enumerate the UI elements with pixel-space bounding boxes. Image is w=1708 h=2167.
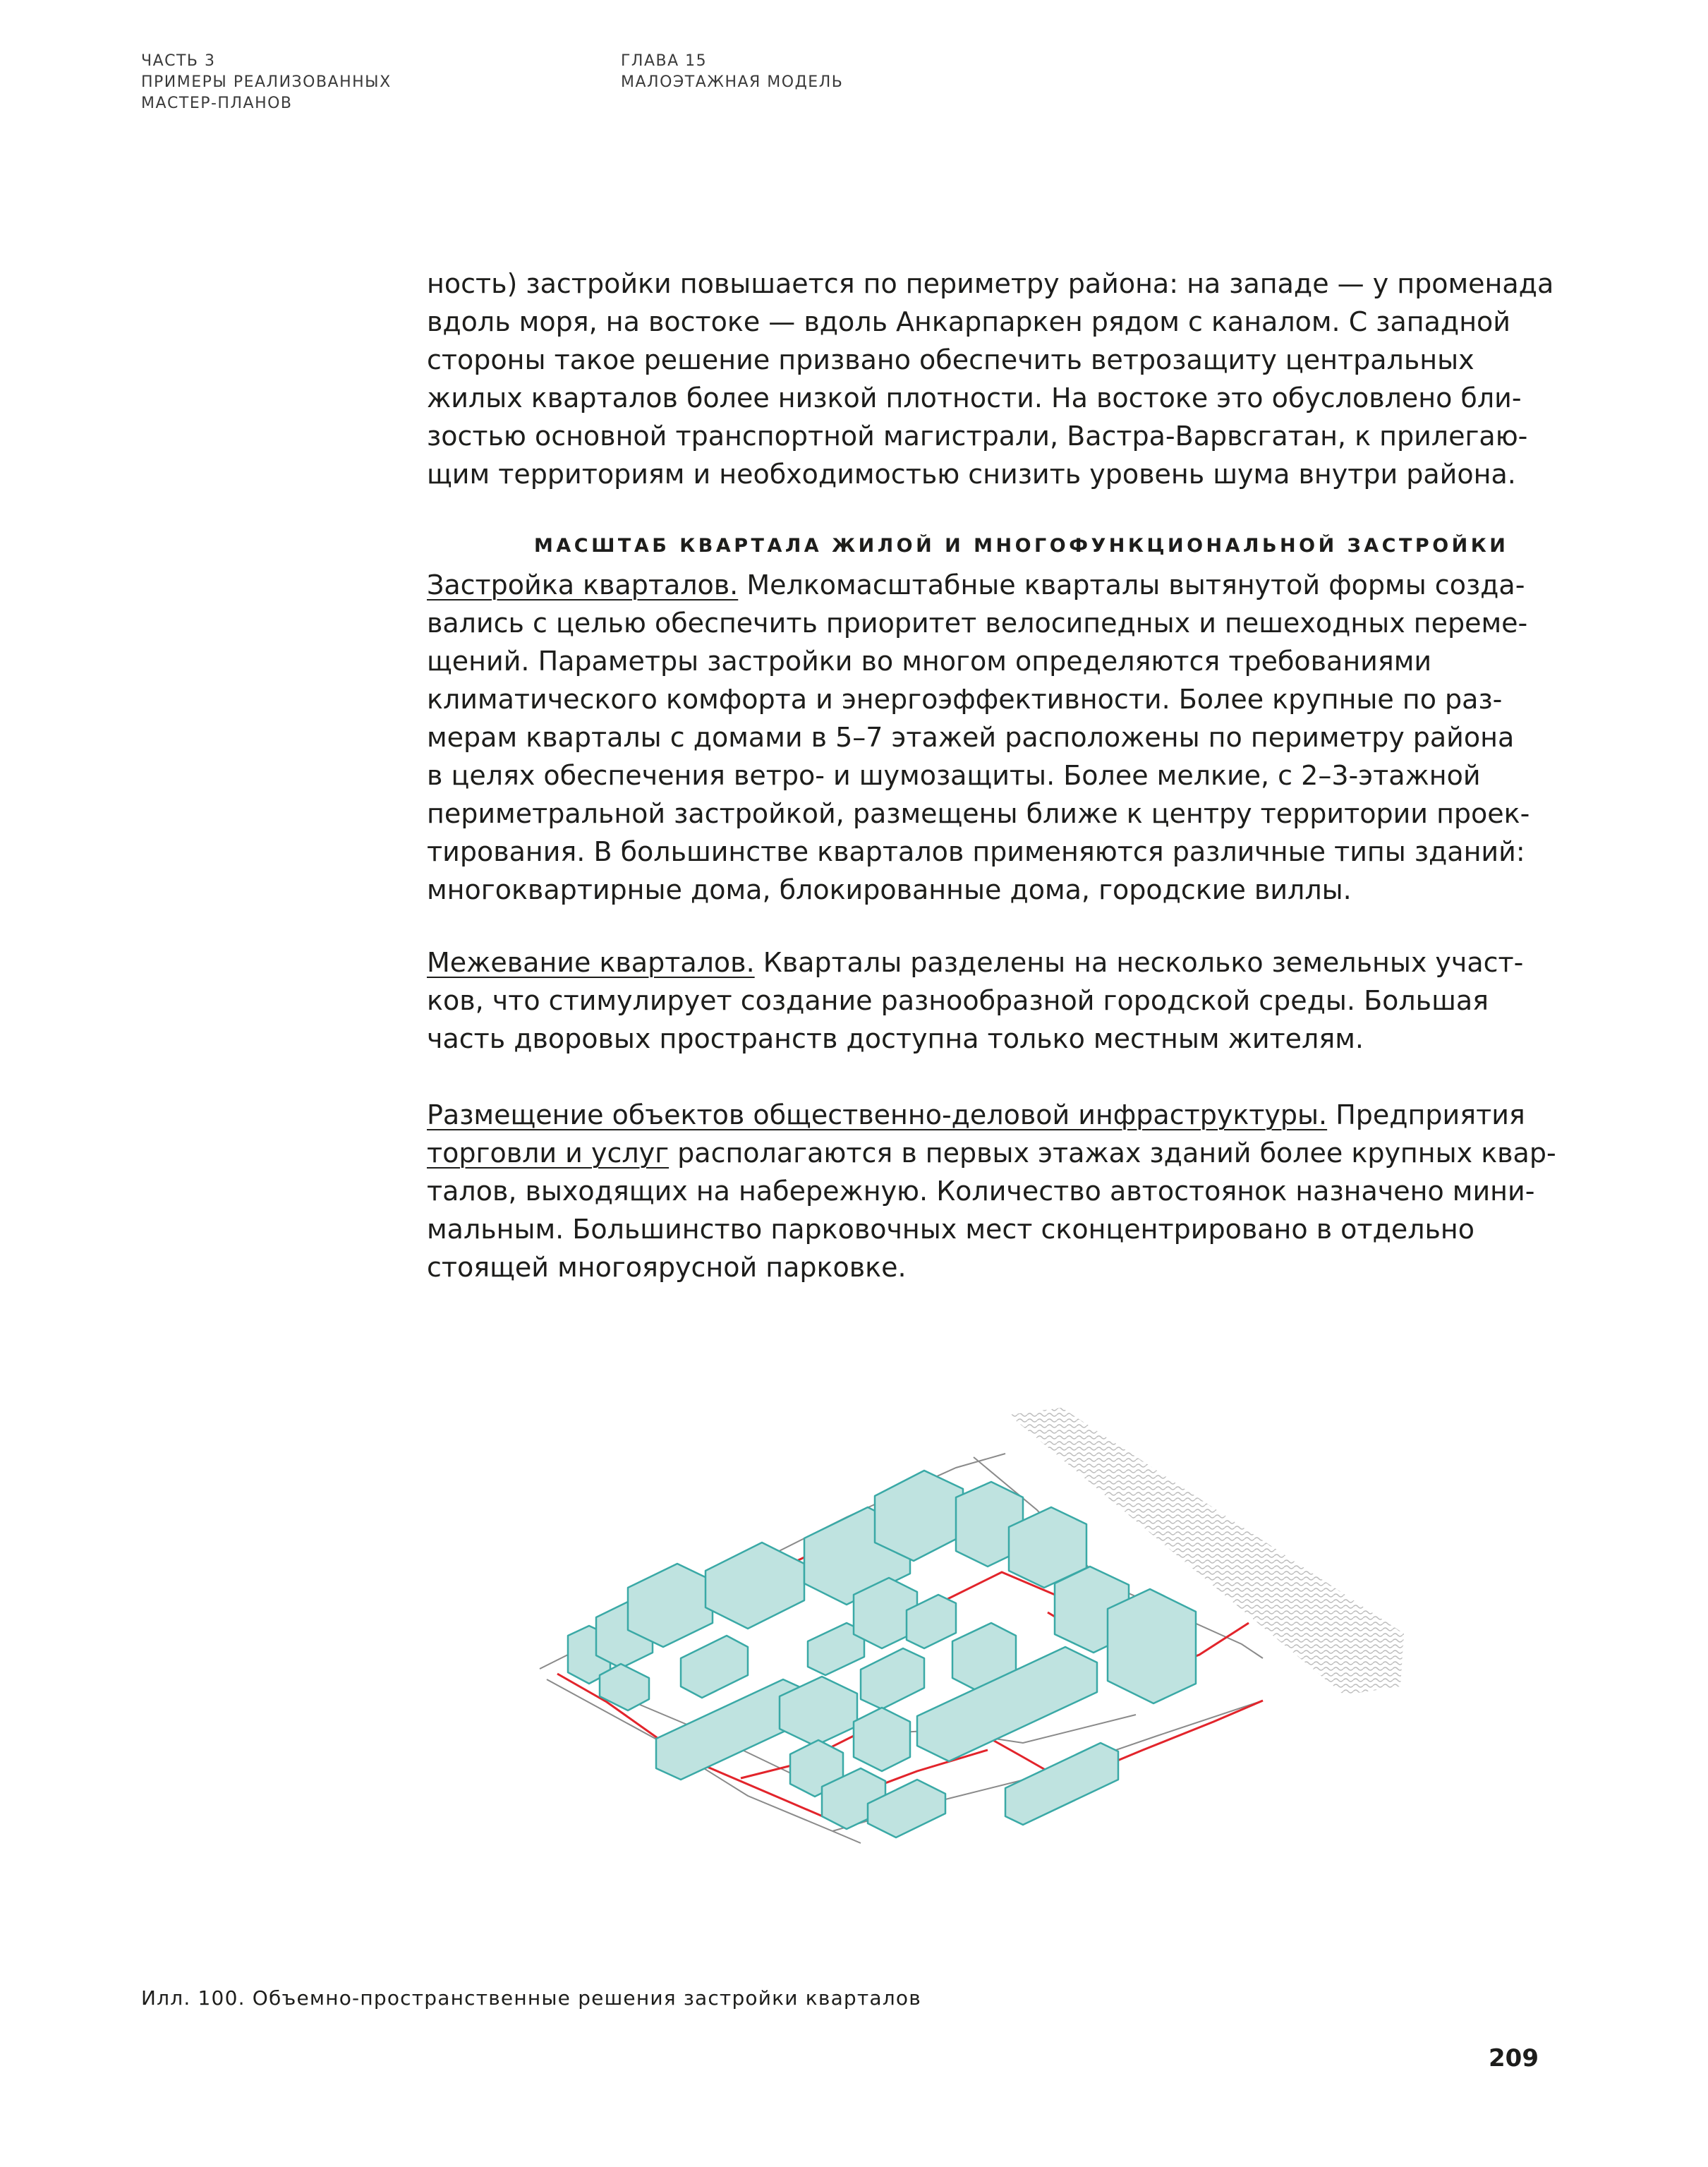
paragraph-block-division xyxy=(427,943,1542,1058)
text-line: периметральной застройкой, размещены ближе к центру территории проек- xyxy=(427,798,1530,829)
text-line: жилых кварталов более низкой плотности. На востоке это обусловлено бли- xyxy=(427,382,1522,414)
text-line: тирования. В большинстве кварталов применяются различные типы зданий: xyxy=(427,836,1525,867)
text-run: Мелкомасштабные кварталы вытянутой формы созда- xyxy=(738,569,1525,600)
text-line: стоящей многоярусной парковке. xyxy=(427,1252,907,1283)
text-line: многоквартирные дома, блокированные дома, городские виллы. xyxy=(427,874,1352,905)
running-head-chapter xyxy=(621,51,843,93)
text-line: климатического комфорта и энергоэффективности. Более крупные по раз- xyxy=(427,684,1503,715)
running-head-chapter-line: МАЛОЭТАЖНАЯ МОДЕЛЬ xyxy=(621,73,844,91)
text-run: Кварталы разделены на несколько земельных участ- xyxy=(754,947,1524,978)
text-line: зостью основной транспортной магистрали, Вастра-Варвсгатан, к прилегаю- xyxy=(427,421,1528,452)
section-heading: МАСШТАБ КВАРТАЛА ЖИЛОЙ И МНОГОФУНКЦИОНАЛЬНОЙ ЗАСТРОЙКИ xyxy=(534,535,1509,557)
text-line: талов, выходящих на набережную. Количество автостоянок назначено мини- xyxy=(427,1176,1535,1207)
text-line xyxy=(427,566,1542,604)
text-line xyxy=(427,1096,1542,1134)
text-line: в целях обеспечения ветро- и шумозащиты. Более мелкие, с 2–3-этажной xyxy=(427,760,1481,791)
intro-paragraph xyxy=(427,265,1554,493)
running-head-part-line: ПРИМЕРЫ РЕАЛИЗОВАННЫХ xyxy=(141,73,392,91)
text-line xyxy=(427,943,1542,982)
text-line xyxy=(427,1134,1556,1172)
buildings xyxy=(568,1471,1196,1837)
paragraph-block-development xyxy=(427,566,1542,909)
text-line: часть дворовых пространств доступна только местным жителям. xyxy=(427,1023,1364,1054)
running-head-part-line: ЧАСТЬ 3 xyxy=(141,52,216,70)
text-run: Предприятия xyxy=(1327,1099,1525,1130)
term-underlined: Размещение объектов общественно-деловой инфраструктуры. xyxy=(427,1099,1328,1130)
figure-caption: Илл. 100. Объемно-пространственные решения застройки кварталов xyxy=(141,1986,921,2010)
term-underlined: торговли и услуг xyxy=(427,1137,670,1169)
text-line: ков, что стимулирует создание разнообразной городской среды. Большая xyxy=(427,985,1489,1016)
running-head-part-line: МАСТЕР-ПЛАНОВ xyxy=(141,95,293,112)
axonometric-district-diagram xyxy=(519,1401,1429,1866)
running-head-part xyxy=(141,51,392,114)
paragraph-block-infrastructure xyxy=(427,1096,1556,1286)
text-line: щим территориям и необходимостью снизить уровень шума внутри района. xyxy=(427,459,1516,490)
running-head-chapter-line: ГЛАВА 15 xyxy=(621,52,708,70)
text-line: стороны такое решение призвано обеспечить ветрозащиту центральных xyxy=(427,344,1474,375)
text-line: ность) застройки повышается по периметру района: на западе — у променада xyxy=(427,268,1554,299)
text-line: вались с целью обеспечить приоритет велосипедных и пешеходных переме- xyxy=(427,608,1528,639)
text-line: мальным. Большинство парковочных мест сконцентрировано в отдельно xyxy=(427,1214,1474,1245)
text-line: щений. Параметры застройки во многом определяются требованиями xyxy=(427,646,1432,677)
term-underlined: Застройка кварталов. xyxy=(427,569,739,600)
text-run: располагаются в первых этажах зданий более крупных квар- xyxy=(669,1137,1556,1169)
text-line: мерам кварталы с домами в 5–7 этажей расположены по периметру района xyxy=(427,722,1515,753)
page-number: 209 xyxy=(1489,2044,1539,2072)
term-underlined: Межевание кварталов. xyxy=(427,947,755,978)
text-line: вдоль моря, на востоке — вдоль Анкарпаркен рядом с каналом. С западной xyxy=(427,306,1510,337)
